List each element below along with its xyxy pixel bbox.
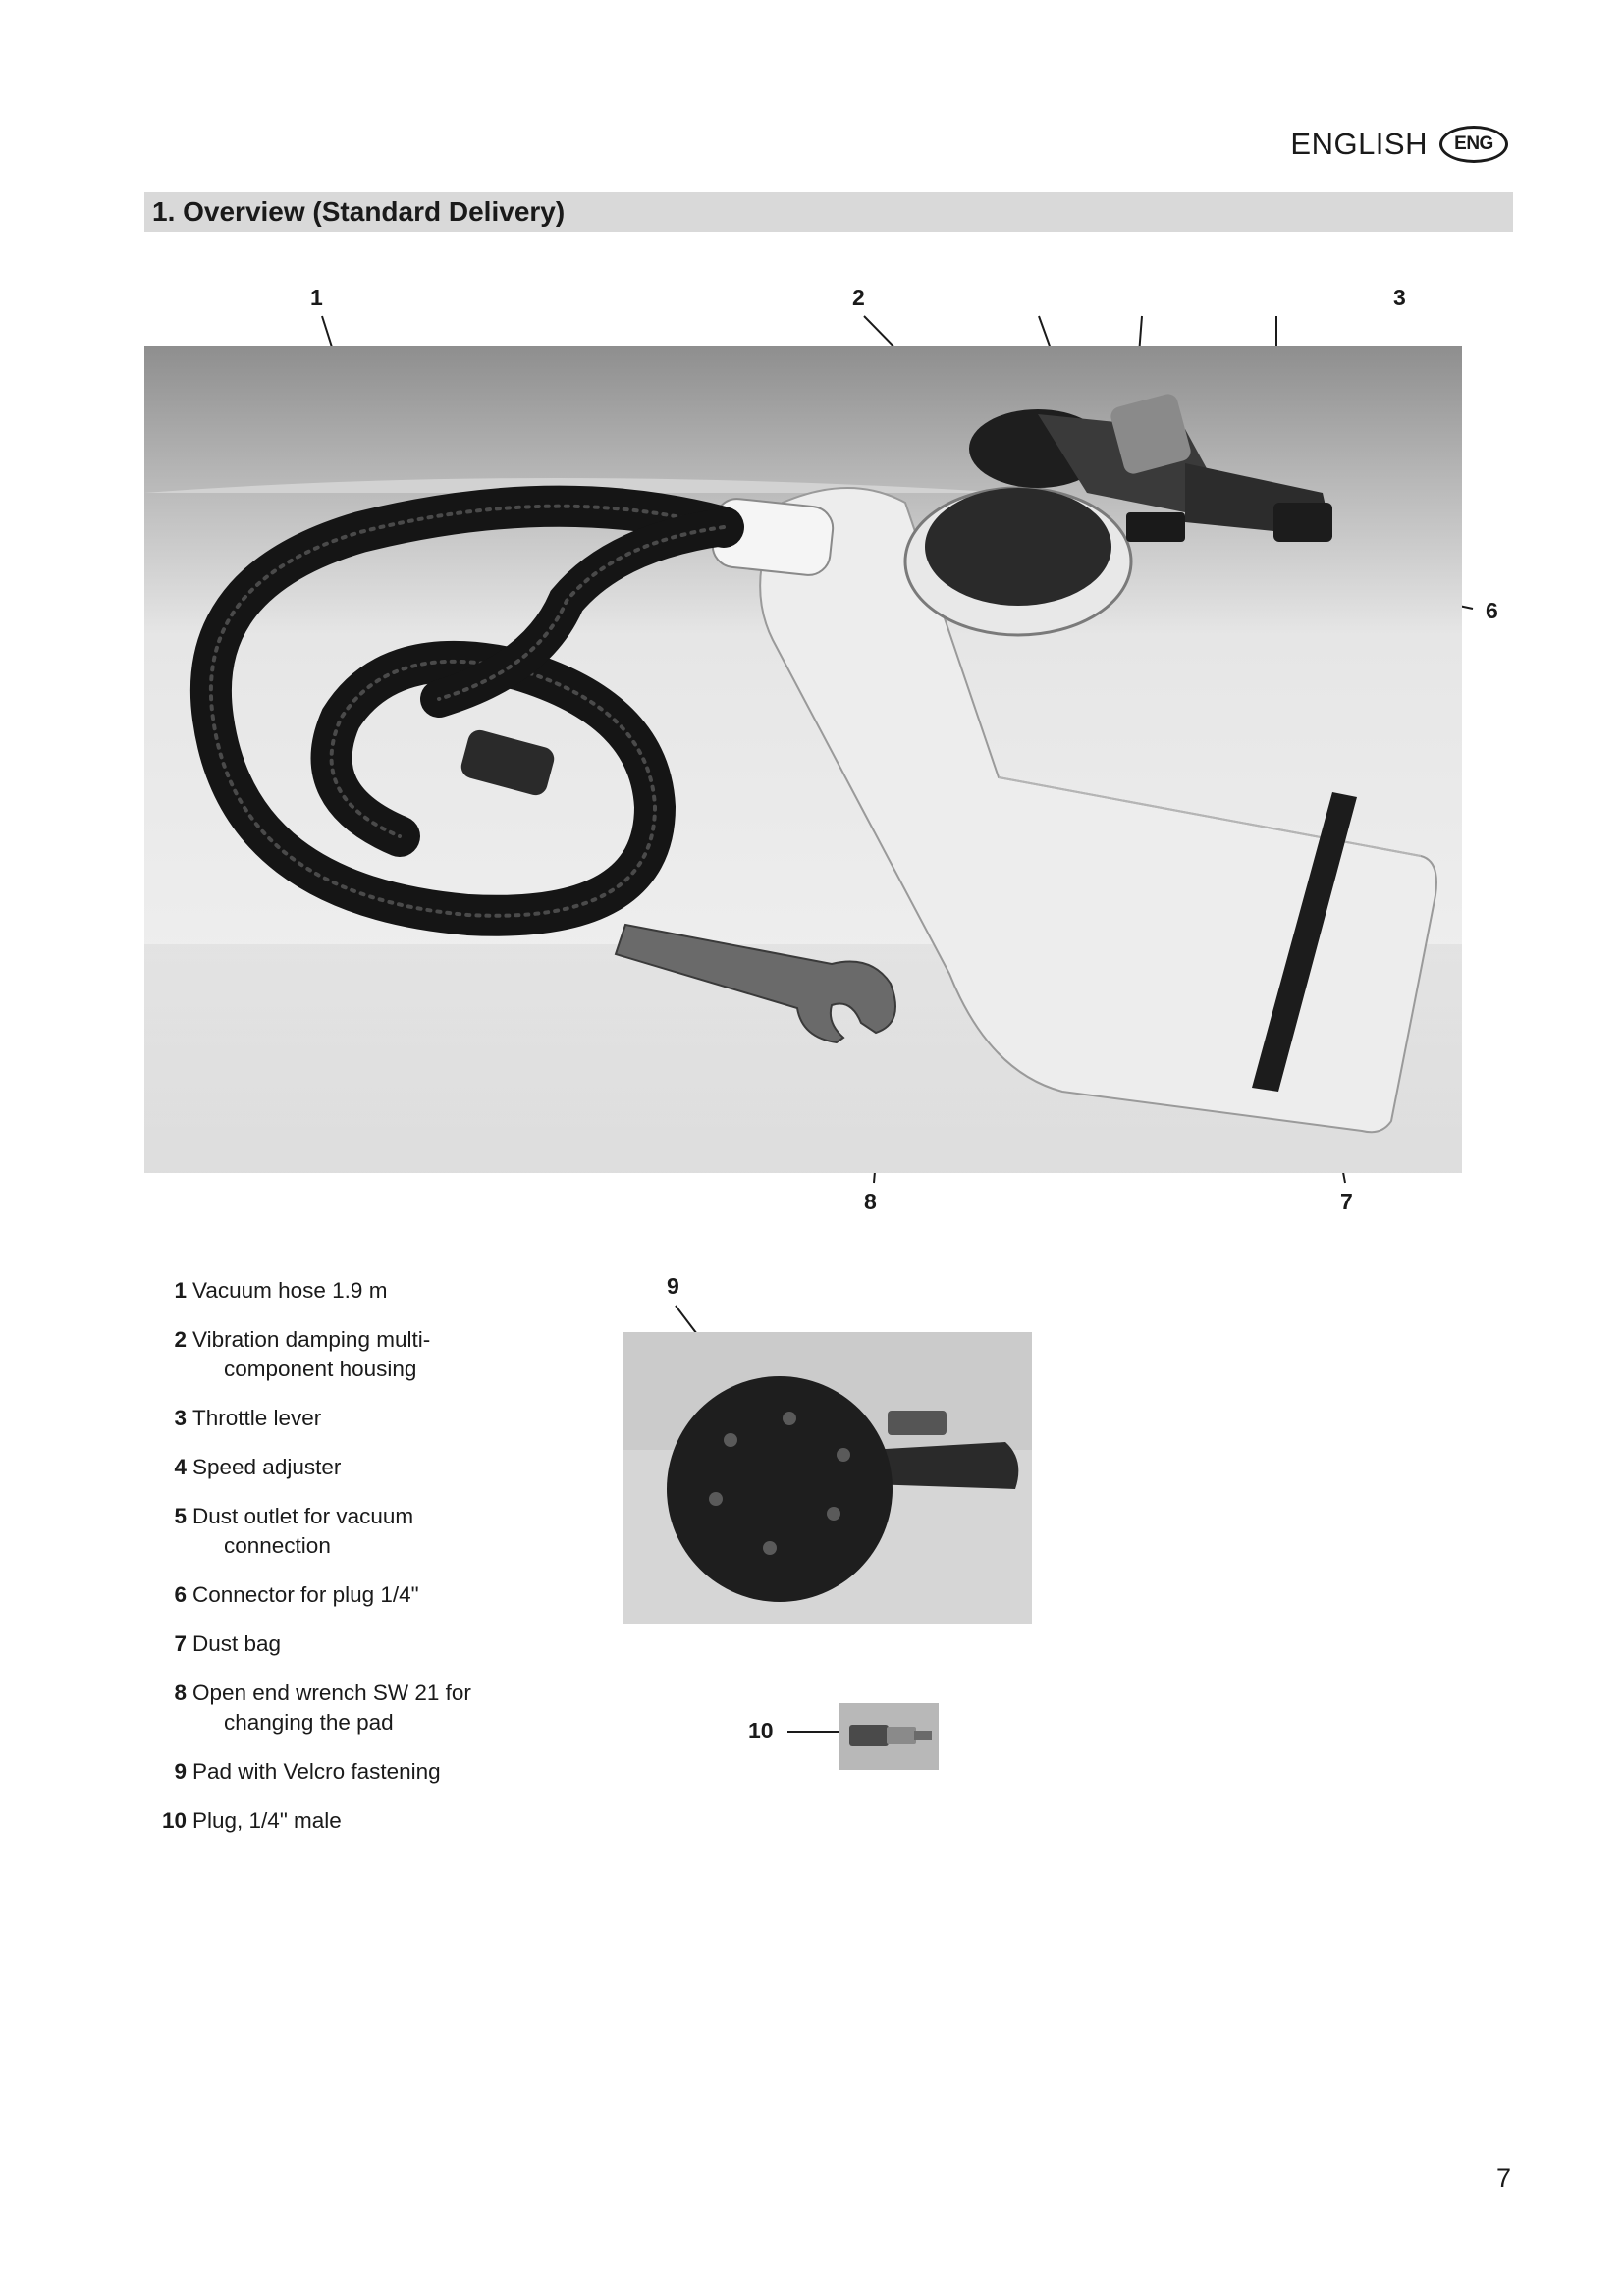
legend-number: 9	[174, 1759, 187, 1784]
legend-number: 2	[174, 1327, 187, 1352]
legend-item	[157, 1806, 619, 1836]
callout-9: 9	[667, 1273, 679, 1299]
callout-7: 7	[1340, 1189, 1353, 1214]
legend-item	[157, 1757, 619, 1787]
velcro-pad-photo	[623, 1332, 1032, 1624]
callout-3: 3	[1393, 285, 1406, 310]
legend-text: Connector for plug 1/4"	[192, 1582, 419, 1607]
legend-number: 4	[174, 1455, 187, 1479]
legend-text: Vacuum hose 1.9 m	[192, 1278, 388, 1303]
legend-text: Pad with Velcro fastening	[192, 1759, 441, 1784]
plug-photo	[839, 1703, 939, 1770]
legend-text-continued: connection	[224, 1533, 331, 1558]
legend-item	[157, 1629, 619, 1659]
product-overview-photo	[144, 346, 1462, 1173]
legend-item	[157, 1404, 619, 1433]
legend-number: 3	[174, 1406, 187, 1430]
legend-number: 6	[174, 1582, 187, 1607]
parts-legend	[157, 1276, 619, 1855]
legend-number: 5	[174, 1504, 187, 1528]
legend-text: Plug, 1/4" male	[192, 1808, 342, 1833]
legend-number: 1	[174, 1278, 187, 1303]
language-label: ENGLISH	[1290, 127, 1428, 161]
callout-1: 1	[310, 285, 323, 310]
legend-item	[157, 1453, 619, 1482]
callout-8: 8	[864, 1189, 877, 1214]
legend-text-continued: changing the pad	[224, 1710, 394, 1735]
legend-item	[157, 1679, 619, 1737]
legend-text: Speed adjuster	[192, 1455, 342, 1479]
callout-6: 6	[1486, 598, 1498, 623]
language-badge-icon: ENG	[1439, 126, 1508, 163]
section-heading: 1. Overview (Standard Delivery)	[144, 192, 1513, 232]
legend-item	[157, 1502, 619, 1561]
legend-number: 7	[174, 1631, 187, 1656]
legend-text: Open end wrench SW 21 for	[192, 1681, 471, 1705]
callout-2: 2	[852, 285, 865, 310]
legend-text: Throttle lever	[192, 1406, 322, 1430]
legend-text: Dust bag	[192, 1631, 282, 1656]
legend-item	[157, 1325, 619, 1384]
legend-text: Vibration damping multi-	[192, 1327, 431, 1352]
legend-number: 10	[161, 1808, 187, 1833]
callout-10: 10	[748, 1718, 774, 1743]
legend-text-continued: component housing	[224, 1357, 417, 1381]
legend-item	[157, 1276, 619, 1306]
page-number: 7	[1495, 2163, 1511, 2193]
plug-leader-line	[785, 1708, 844, 1747]
legend-text: Dust outlet for vacuum	[192, 1504, 414, 1528]
legend-item	[157, 1580, 619, 1610]
legend-number: 8	[174, 1681, 187, 1705]
